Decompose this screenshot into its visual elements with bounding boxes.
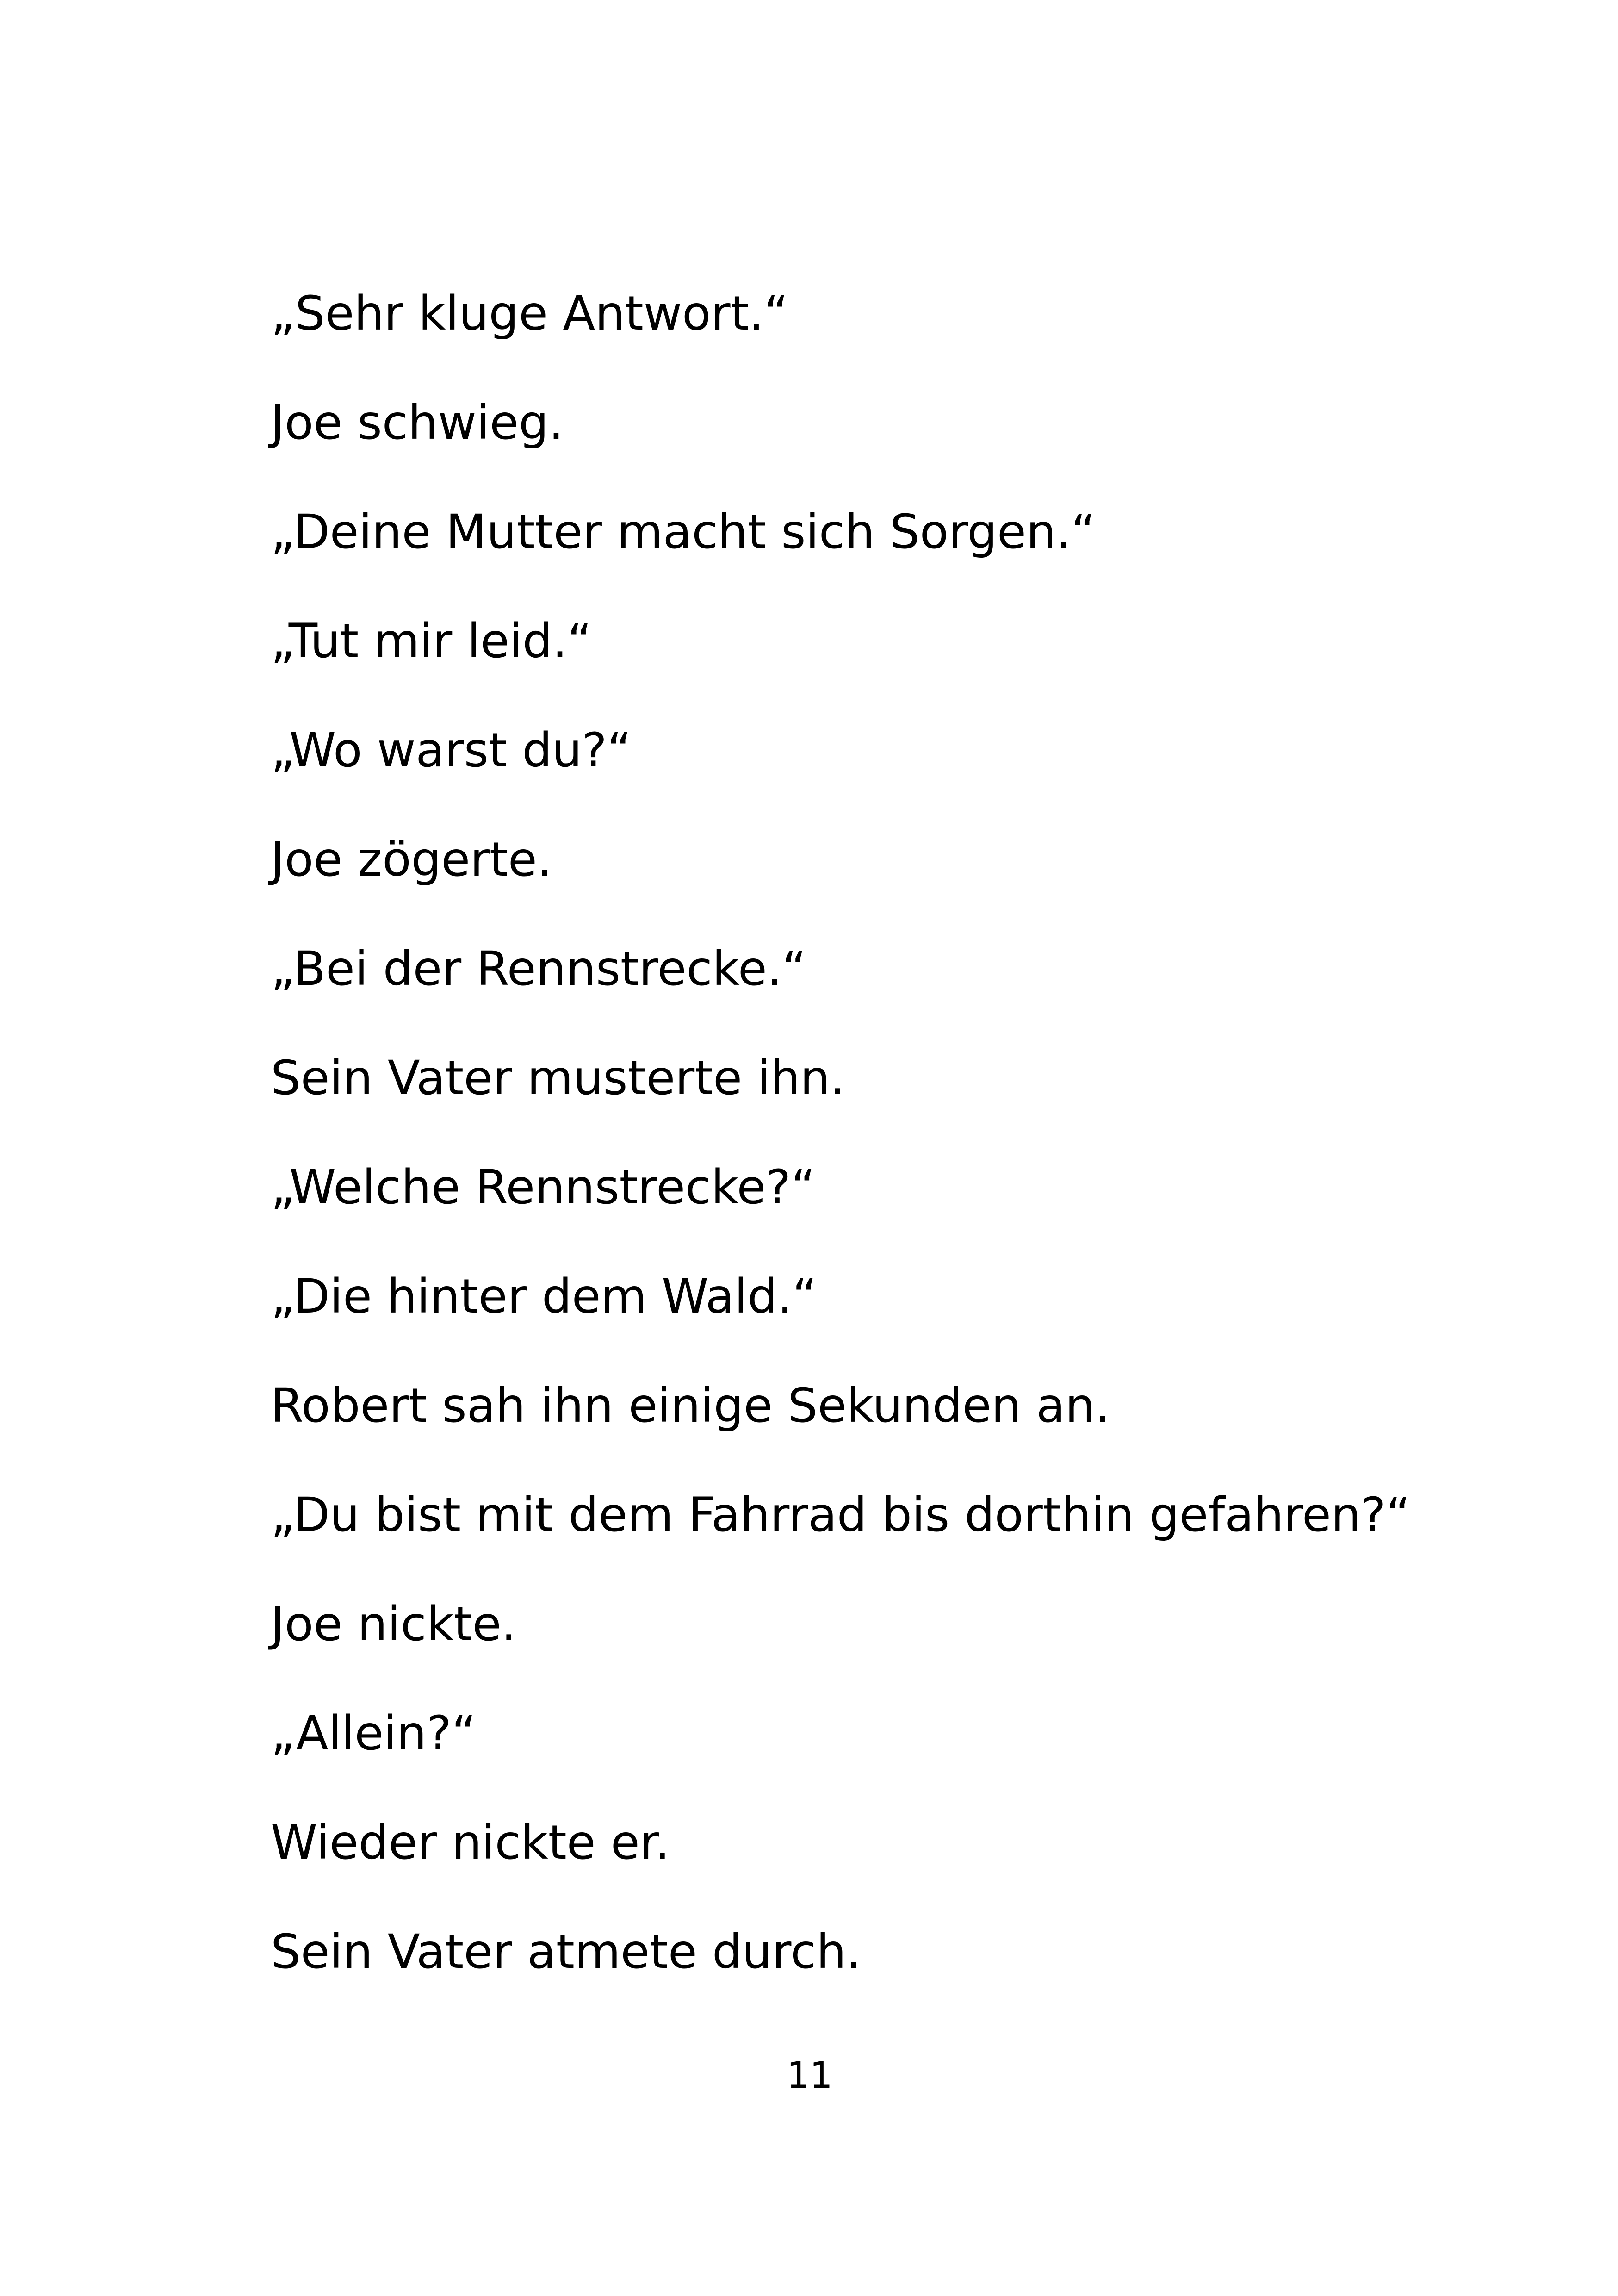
text-line: Sein Vater musterte ihn. — [271, 1051, 845, 1106]
body-text — [271, 259, 1411, 2007]
text-line: Joe nickte. — [271, 1597, 516, 1652]
text-line: „Die hinter dem Wald.“ — [271, 1269, 817, 1324]
text-line: „Du bist mit dem Fahrrad bis dorthin gefahren?“ — [271, 1487, 1411, 1543]
page-number: 11 — [787, 2055, 833, 2097]
text-line: „Bei der Rennstrecke.“ — [271, 941, 807, 996]
text-line: „Allein?“ — [271, 1706, 476, 1761]
text-line: Joe zögerte. — [271, 832, 552, 887]
text-line: Sein Vater atmete durch. — [271, 1924, 862, 1979]
text-line: „Tut mir leid.“ — [271, 614, 592, 669]
text-line: „Sehr kluge Antwort.“ — [271, 286, 788, 341]
text-line: „Welche Rennstrecke?“ — [271, 1160, 816, 1215]
text-line: Wieder nickte er. — [271, 1815, 670, 1870]
text-line: Robert sah ihn einige Sekunden an. — [271, 1378, 1110, 1433]
text-line: Joe schwieg. — [271, 395, 564, 450]
text-line: „Deine Mutter macht sich Sorgen.“ — [271, 504, 1096, 560]
text-line: „Wo warst du?“ — [271, 723, 632, 778]
